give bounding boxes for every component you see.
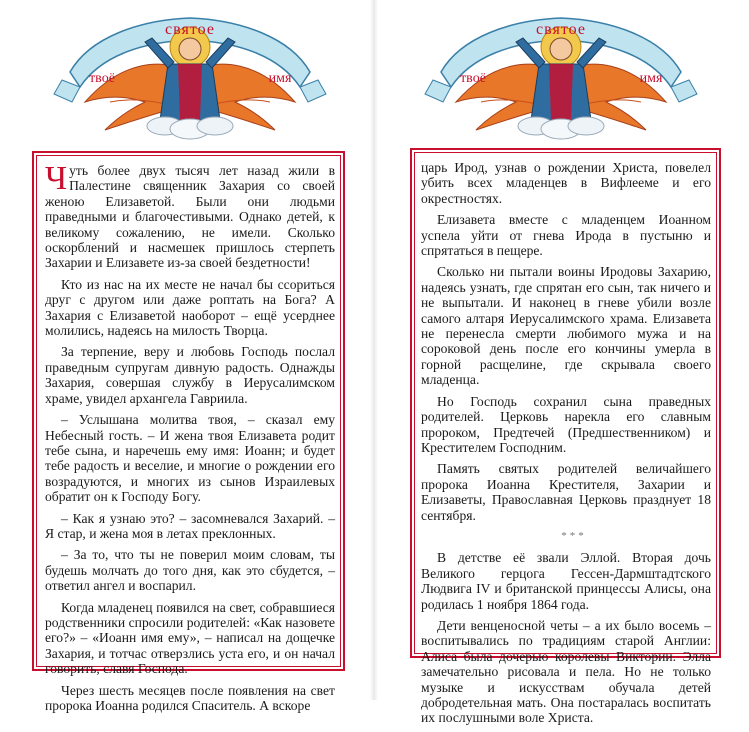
- paragraph: – Как я узнаю это? – засомневался Захарий. – Я стар, и жена моя в летах преклонных.: [45, 510, 335, 541]
- ribbon-word-right: имя: [268, 71, 292, 86]
- paragraph: Когда младенец появился на свет, собравшиеся родственники спросили родителей: «Как назовете его?» – «Иоанн имя ему», – написал на дощечке Захария, и тотчас отверзлись уста его, и он начал говорить, славя Господа.: [45, 599, 335, 677]
- angel-emblem: [50, 2, 330, 140]
- paragraph: В детстве её звали Эллой. Вторая дочь Великого герцога Гессен-Дармштадтского Людвига IV и британской принцессы Алисы, она родилась 1 ноября 1864 года.: [421, 550, 711, 612]
- angel-icon: [50, 2, 330, 140]
- left-page: [0, 0, 374, 713]
- ribbon-word-left: твоё: [460, 71, 486, 86]
- paragraph: Кто из нас на их месте не начал бы ссориться друг с другом или даже роптать на Бога? А Захария с Елизаветой наоборот – ещё усерднее молились, надеясь на милость Творца.: [45, 276, 335, 339]
- paragraph: Сколько ни пытали воины Иродовы Захарию, надеясь узнать, где спрятан его сын, так ничего и не выпытали. И наконец в гневе убили возле самого алтаря Иерусалимского храма. Елизавета не перенесла смерти любимого мужа и на сороковой день после его кончины умерла в горной расщелине, где скрывала своего младенца.: [421, 264, 711, 388]
- paragraph: За терпение, веру и любовь Господь послал праведным супругам дивную радость. Однажды Захария, совершая службу в Иерусалимском храме, увидел архангела Гавриила.: [45, 344, 335, 406]
- left-page-text: [45, 160, 335, 719]
- section-separator: ***: [561, 529, 587, 542]
- paragraph: Дети венценосной четы – а их было восемь – воспитывались по традициям старой Англии: Алиса была дочерью королевы Виктории. Элла замечательно рисовала и пела. Но не только музыке и искусствам обучала детей добродетельная мать. Она постаралась воспитать их послушными воле Христа.: [421, 617, 711, 726]
- ribbon-word-right: имя: [639, 71, 663, 86]
- paragraph: царь Ирод, узнав о рождении Христа, повелел убить всех младенцев в Вифлееме и его окрестностях.: [421, 160, 711, 206]
- right-page: [374, 0, 749, 726]
- paragraph: – Услышана молитва твоя, – сказал ему Небесный гость. – И жена твоя Елизавета родит тебе сына, и наречешь ему имя: Иоанн; и будет тебе радость и веселие, и многие о рождении его возрадуются, и многих из сынов Израилевых обратит он к Господу Богу.: [45, 412, 335, 505]
- angel-emblem: [421, 2, 701, 140]
- ribbon-word-top: святое: [536, 21, 586, 38]
- paragraph: Елизавета вместе с младенцем Иоанном успела уйти от гнева Ирода в пустыню и спрятаться в пещере.: [421, 212, 711, 259]
- paragraph: Чуть более двух тысяч лет назад жили в Палестине священник Захария со своей женою Елизаветой. Были они людьми праведными и благочестивыми. Однако детей, к великому сожалению, не имели. Сколько оскорблений и насмешек пришлось стерпеть Захарии и Елизавете из-за своей бездетности!: [45, 160, 335, 271]
- paragraph: Через шесть месяцев после появления на свет пророка Иоанна родился Спаситель. А вскоре: [45, 682, 335, 713]
- ribbon-word-left: твоё: [89, 71, 115, 86]
- paragraph: Память святых родителей величайшего пророка Иоанна Крестителя, Захарии и Елизаветы, Православная Церковь празднует 18 сентября.: [421, 461, 711, 523]
- paragraph: Но Господь сохранил сына праведных родителей. Церковь нарекла его славным пророком, Предтечей (Предшественником) и Крестителем Господним.: [421, 393, 711, 455]
- angel-icon: [421, 2, 701, 140]
- drop-cap: Ч: [45, 160, 68, 197]
- paragraph: – За то, что ты не поверил моим словам, ты будешь молчать до того дня, как это сбудется, – ответил ангел и воспарил.: [45, 547, 335, 594]
- right-page-text: [421, 160, 711, 732]
- ribbon-word-top: святое: [165, 21, 215, 38]
